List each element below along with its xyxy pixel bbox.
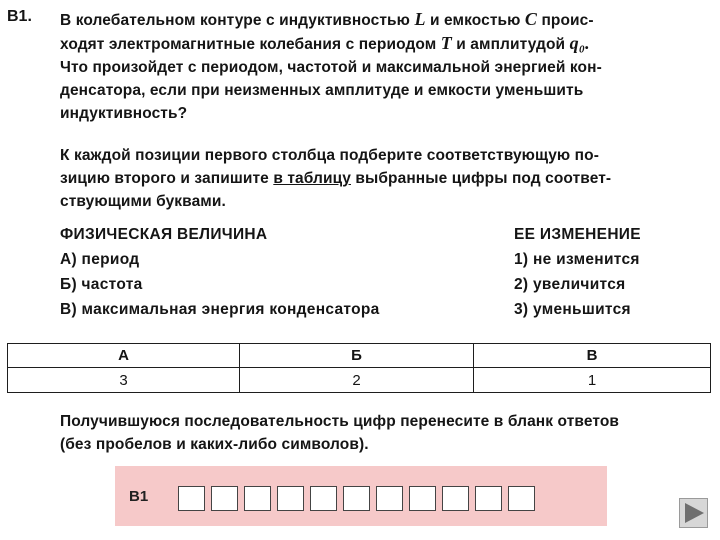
changes-column xyxy=(514,222,714,322)
answer-box[interactable] xyxy=(310,486,337,511)
instruction-line-3: ствующими буквами. xyxy=(60,193,226,210)
task-number: B1. xyxy=(7,8,32,25)
quantity-item: А) период xyxy=(60,251,140,268)
answer-box[interactable] xyxy=(442,486,469,511)
transfer-note xyxy=(60,410,712,456)
answer-box[interactable] xyxy=(409,486,436,511)
change-item: 2) увеличится xyxy=(514,276,626,293)
task-instruction xyxy=(60,144,712,213)
answer-cells xyxy=(178,486,541,511)
statement-line-4: денсатора, если при неизменных амплитуде и емкости уменьшить xyxy=(60,82,584,99)
instruction-line-1: К каждой позиции первого столбца подберите соответствующую по- xyxy=(60,147,599,164)
instruction-line-2: зицию второго и запишите в таблицу выбранные цифры под соответ- xyxy=(60,170,612,187)
changes-header: ЕЕ ИЗМЕНЕНИЕ xyxy=(514,226,641,243)
statement-line-3: Что произойдет с периодом, частотой и максимальной энергией кон- xyxy=(60,59,602,76)
answer-table-header-a: А xyxy=(8,344,240,368)
answer-box[interactable] xyxy=(178,486,205,511)
quantities-header: ФИЗИЧЕСКАЯ ВЕЛИЧИНА xyxy=(60,226,268,243)
statement-line-2: ходят электромагнитные колебания с периодом T и амплитудой q₀. xyxy=(60,33,590,53)
change-item: 1) не изменится xyxy=(514,251,640,268)
transfer-note-line-2: (без пробелов и каких-либо символов). xyxy=(60,436,369,453)
table-link[interactable]: в таблицу xyxy=(273,170,351,187)
statement-line-1: В колебательном контуре с индуктивностью L и емкостью C проис- xyxy=(60,9,594,29)
answer-box[interactable] xyxy=(376,486,403,511)
answer-table-header-b: Б xyxy=(240,344,474,368)
next-slide-button[interactable] xyxy=(679,498,708,528)
answer-cell-a[interactable]: 3 xyxy=(8,368,240,393)
answer-box[interactable] xyxy=(211,486,238,511)
answer-table-value-row xyxy=(8,368,711,393)
answer-box[interactable] xyxy=(343,486,370,511)
answer-cell-v[interactable]: 1 xyxy=(474,368,711,393)
change-item: 3) уменьшится xyxy=(514,301,631,318)
answer-box[interactable] xyxy=(277,486,304,511)
play-triangle-icon xyxy=(680,499,707,527)
answer-table-header-row xyxy=(8,344,711,368)
answer-cell-b[interactable]: 2 xyxy=(240,368,474,393)
statement-line-5: индуктивность? xyxy=(60,105,188,122)
answer-box[interactable] xyxy=(475,486,502,511)
quantities-column xyxy=(60,222,490,322)
transfer-note-line-1: Получившуюся последовательность цифр перенесите в бланк ответов xyxy=(60,413,620,430)
answer-box[interactable] xyxy=(244,486,271,511)
quantity-item: Б) частота xyxy=(60,276,143,293)
answer-table xyxy=(7,343,711,393)
task-statement xyxy=(60,8,712,125)
answer-form-label: В1 xyxy=(129,488,149,505)
answer-table-header-v: В xyxy=(474,344,711,368)
answer-box[interactable] xyxy=(508,486,535,511)
quantity-item: В) максимальная энергия конденсатора xyxy=(60,301,380,318)
answer-form xyxy=(115,466,607,526)
